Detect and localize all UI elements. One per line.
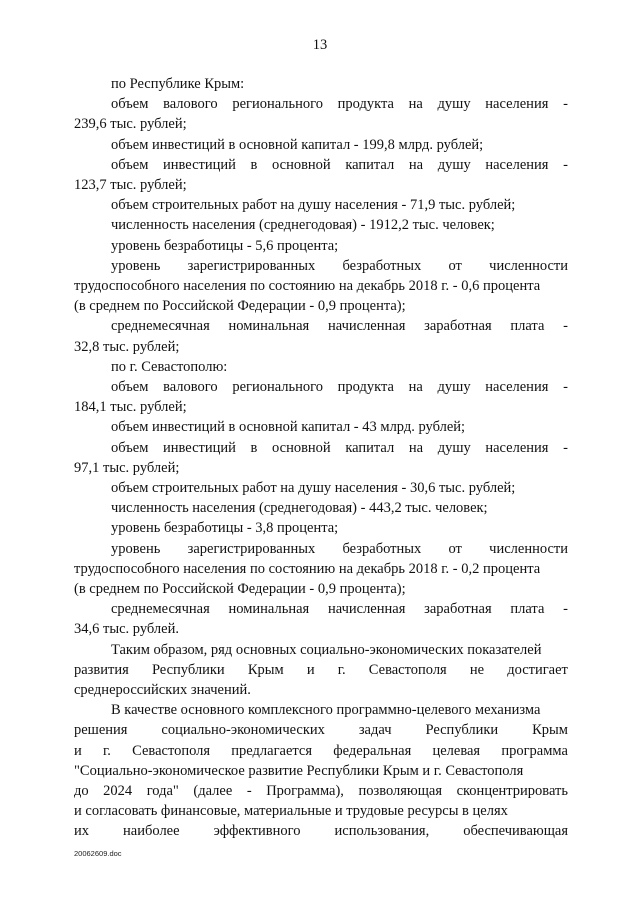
text-line: 97,1 тыс. рублей; [74,459,180,476]
word: населения [485,96,549,113]
word: Севастополя [132,742,211,759]
text-line: (в среднем по Российской Федерации - 0,9 процента); [74,581,406,597]
word: 2024 [103,783,133,799]
word: использования, [334,823,430,840]
word: основной [272,156,331,173]
word: - [563,439,568,456]
word: Программа), [266,783,344,799]
word: номинальная [228,318,310,335]
word: - [246,783,252,799]
word: их [74,823,90,840]
word: достигает [507,661,568,678]
word: регионального [232,96,323,113]
word: заработная [424,601,492,618]
word: Крым [532,722,568,739]
word: (далее [193,783,233,799]
word: численности [489,540,568,557]
text-line: 123,7 тыс. рублей; [74,177,187,193]
text-line [111,599,568,619]
word: обеспечивающая [463,823,568,840]
word: - [563,318,568,335]
word: в [250,156,258,173]
word: года" [146,783,179,799]
word: позволяющая [358,783,443,799]
text-line [74,720,568,740]
word: продукта [337,96,394,113]
word: среднемесячная [111,601,210,618]
text-line [111,377,568,397]
word: до [74,783,89,799]
word: объем [111,96,149,113]
word: среднемесячная [111,318,210,335]
word: объем [111,379,149,395]
word: продукта [337,379,394,395]
word: г. [102,742,111,759]
word: решения [74,722,128,739]
word: эффективного [213,823,301,840]
word: капитал [345,439,395,456]
text-line: трудоспособного населения по состоянию на декабрь 2018 г. - 0,2 процента [74,560,541,577]
text-line [74,741,568,761]
word: начисленная [327,318,406,335]
word: безработных [342,540,422,557]
text-line: численность населения (среднегодовая) - 443,2 тыс. человек; [111,500,488,517]
word: населения [485,156,549,173]
text-line: объем строительных работ на душу населения - 71,9 тыс. рублей; [111,197,516,214]
word: на [408,439,424,456]
text-line: "Социально-экономическое развитие Республики Крым и г. Севастополя [74,762,524,779]
word: уровень [111,257,161,274]
text-line: объем инвестиций в основной капитал - 43 млрд. рублей; [111,419,466,436]
word: численности [489,257,568,274]
word: и [306,661,315,678]
word: и [74,742,82,759]
word: населения [485,439,549,456]
word: Крым [247,661,284,678]
word: социально-экономических [161,722,325,739]
word: целевая [432,742,481,759]
word: предлагается [231,742,313,759]
page-number: 13 [312,37,328,53]
text-line: Таким образом, ряд основных социально-экономических показателей [111,641,542,658]
word: объем [111,156,149,173]
text-line: 32,8 тыс. рублей; [74,338,180,355]
word: номинальная [228,601,310,618]
word: зарегистрированных [187,257,316,274]
text-line [111,539,568,559]
text-line [74,660,568,680]
word: уровень [111,540,161,557]
text-line: В качестве основного комплексного программно-целевого механизма [111,702,541,719]
text-line [111,256,568,276]
word: федеральная [333,742,412,759]
word: инвестиций [163,156,236,173]
text-line: уровень безработицы - 5,6 процента; [111,237,339,254]
word: объем [111,439,149,456]
word: основной [272,439,331,456]
text-line [111,438,568,458]
word: - [563,379,568,395]
word: населения [485,379,549,395]
text-line: среднероссийских значений. [74,682,251,698]
word: на [408,379,423,395]
text-line: численность населения (среднегодовая) - 1912,2 тыс. человек; [111,217,495,234]
word: - [563,601,568,618]
word: душу [437,439,471,456]
text-line: объем инвестиций в основной капитал - 199,8 млрд. рублей; [111,136,484,153]
text-line [74,821,568,841]
text-line: уровень безработицы - 3,8 процента; [111,520,339,537]
word: регионального [232,379,323,395]
word: - [563,156,568,173]
word: Республики [151,661,225,678]
text-line: 184,1 тыс. рублей; [74,399,187,416]
word: от [448,540,462,557]
text-line: трудоспособного населения по состоянию на декабрь 2018 г. - 0,6 процента [74,278,541,294]
word: Республики [425,722,499,739]
word: плата [510,318,545,335]
word: на [408,156,424,173]
word: Севастополя [368,661,447,678]
word: сконцентрировать [456,783,568,799]
text-line [111,316,568,336]
text-line: 239,6 тыс. рублей; [74,116,187,133]
word: не [469,661,485,678]
text-line [111,155,568,175]
text-line [111,94,568,114]
text-line: по Республике Крым: [111,76,245,92]
word: безработных [342,257,422,274]
word: на [408,96,423,113]
word: инвестиций [163,439,236,456]
word: душу [437,156,471,173]
text-line: (в среднем по Российской Федерации - 0,9 процента); [74,298,406,315]
document-filename: 20062609.doc [74,849,122,858]
word: зарегистрированных [187,540,316,557]
word: начисленная [327,601,406,618]
word: от [448,257,462,274]
word: душу [437,379,471,395]
word: задач [358,722,392,739]
text-line [74,781,568,801]
word: заработная [424,318,492,335]
text-line: и согласовать финансовые, материальные и трудовые ресурсы в целях [74,803,508,820]
word: г. [337,661,346,678]
word: развития [74,661,129,678]
word: душу [437,96,471,113]
text-line: 34,6 тыс. рублей. [74,621,179,638]
word: валового [163,379,218,395]
word: наиболее [123,823,180,840]
word: - [563,96,568,113]
word: программа [501,742,568,759]
text-line: объем строительных работ на душу населения - 30,6 тыс. рублей; [111,480,516,496]
text-line: по г. Севастополю: [111,358,228,375]
word: плата [510,601,545,618]
word: капитал [345,156,395,173]
word: в [250,439,258,456]
word: валового [163,96,218,113]
